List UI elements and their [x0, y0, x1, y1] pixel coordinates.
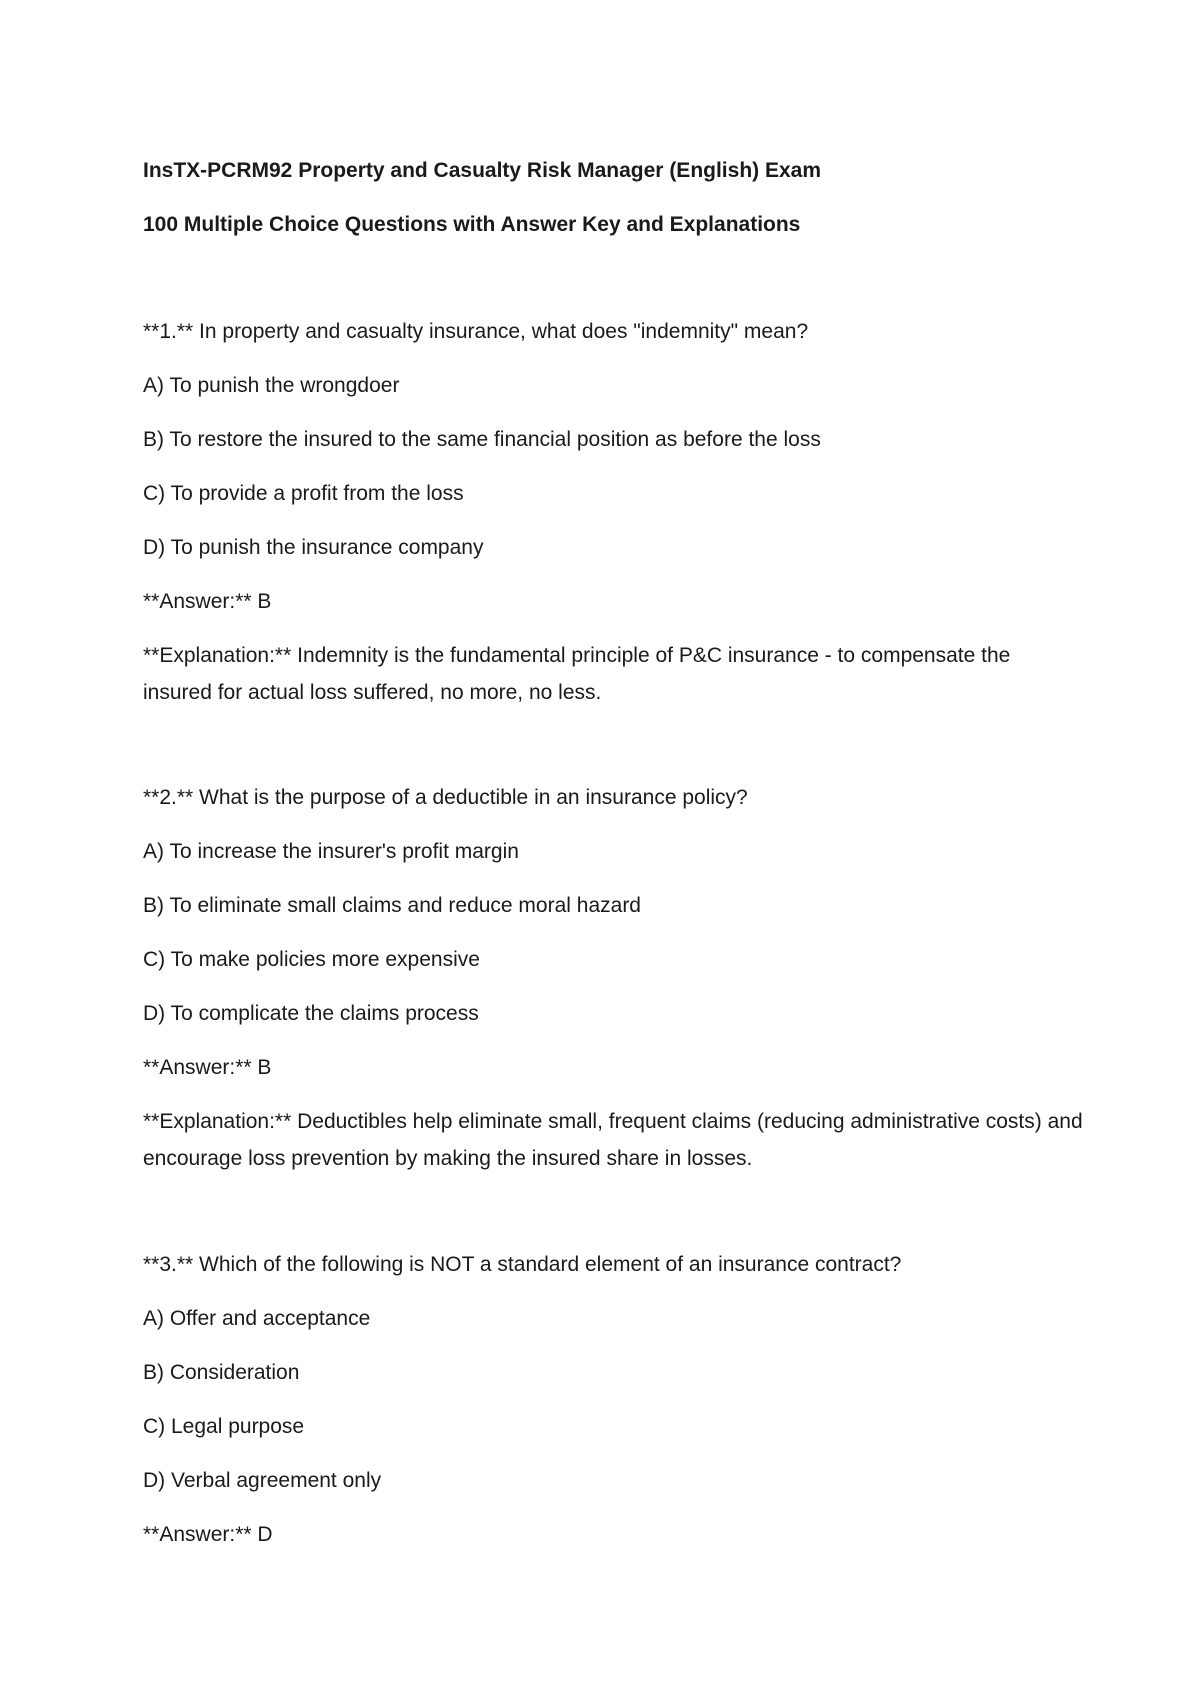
answer-line: **Answer:** D — [143, 1523, 273, 1546]
option-c: C) Legal purpose — [143, 1415, 305, 1438]
question-block-3 — [143, 1251, 1083, 1575]
option-d: D) To punish the insurance company — [143, 536, 484, 559]
option-d: D) To complicate the claims process — [143, 1002, 479, 1025]
option-a: A) To punish the wrongdoer — [143, 374, 400, 397]
option-d: D) Verbal agreement only — [143, 1469, 382, 1492]
answer-line: **Answer:** B — [143, 1056, 272, 1079]
option-b: B) To restore the insured to the same financial position as before the loss — [143, 428, 821, 451]
question-block-2 — [143, 784, 1083, 1182]
explanation-text: **Explanation:** Indemnity is the fundamental principle of P&C insurance - to compensate the insured for actual loss suffered, no more, no less. — [143, 644, 1011, 704]
option-a: A) Offer and acceptance — [143, 1307, 371, 1330]
document-title: InsTX-PCRM92 Property and Casualty Risk Manager (English) Exam — [143, 159, 822, 182]
question-text: **3.** Which of the following is NOT a standard element of an insurance contract? — [143, 1253, 902, 1276]
document-page — [143, 0, 1083, 1700]
option-b: B) To eliminate small claims and reduce moral hazard — [143, 894, 641, 917]
answer-line: **Answer:** B — [143, 590, 272, 613]
option-c: C) To provide a profit from the loss — [143, 482, 464, 505]
document-subtitle: 100 Multiple Choice Questions with Answer Key and Explanations — [143, 213, 801, 236]
explanation-text: **Explanation:** Deductibles help eliminate small, frequent claims (reducing administrative costs) and encourage loss prevention by making the insured share in losses. — [143, 1110, 1083, 1170]
option-a: A) To increase the insurer's profit margin — [143, 840, 519, 863]
option-c: C) To make policies more expensive — [143, 948, 480, 971]
question-block-1 — [143, 318, 1083, 716]
option-b: B) Consideration — [143, 1361, 300, 1384]
question-text: **1.** In property and casualty insurance, what does "indemnity" mean? — [143, 320, 809, 343]
question-text: **2.** What is the purpose of a deductible in an insurance policy? — [143, 786, 748, 809]
